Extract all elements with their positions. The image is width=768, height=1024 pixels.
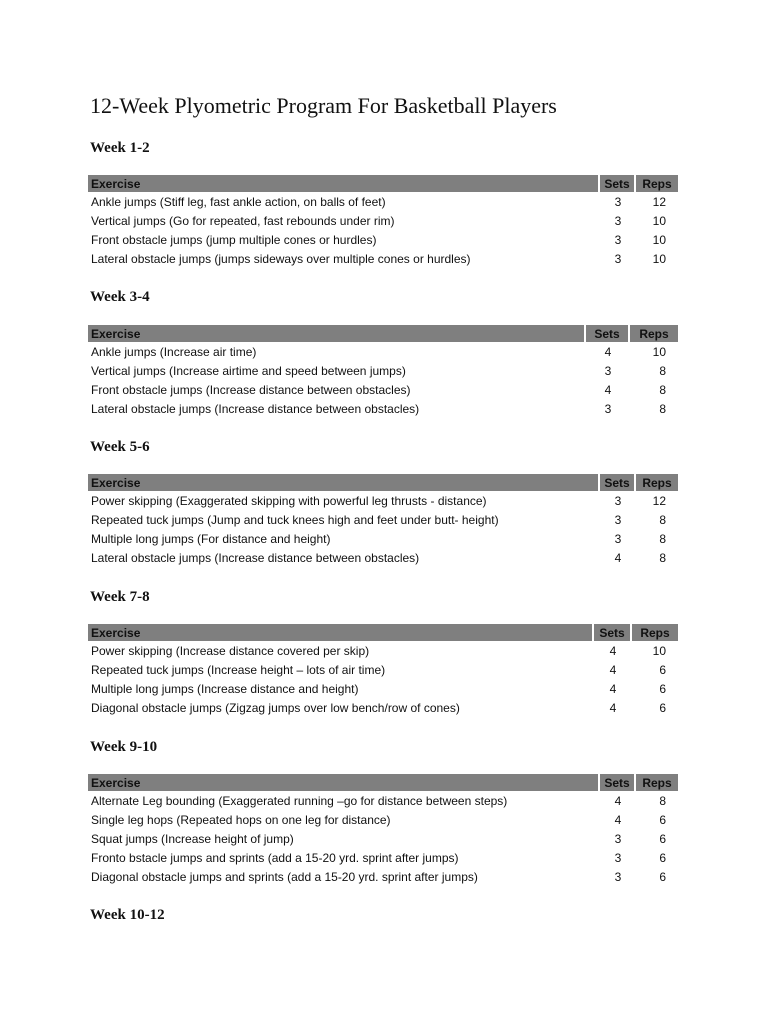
reps-cell: 6 — [659, 850, 666, 865]
table-header-row — [88, 325, 678, 342]
sets-cell: 4 — [614, 812, 622, 827]
reps-cell: 6 — [659, 681, 666, 696]
exercise-cell: Repeated tuck jumps (Jump and tuck knees high and feet under butt- height) — [91, 512, 499, 527]
reps-cell: 10 — [652, 213, 666, 228]
table-row — [88, 529, 678, 548]
exercise-table — [88, 474, 678, 567]
reps-cell: 6 — [659, 831, 666, 846]
exercise-cell: Power skipping (Exaggerated skipping with powerful leg thrusts - distance) — [91, 493, 487, 508]
table-row — [88, 660, 678, 679]
reps-cell: 10 — [652, 643, 666, 658]
reps-column-header: Reps — [636, 774, 678, 791]
reps-cell: 8 — [659, 512, 666, 527]
exercise-table — [88, 774, 678, 886]
table-row — [88, 399, 678, 418]
sets-cell: 3 — [614, 831, 622, 846]
sets-cell: 3 — [614, 850, 622, 865]
exercise-table — [88, 325, 678, 418]
sets-column-header: Sets — [600, 774, 636, 791]
reps-cell: 8 — [659, 363, 666, 378]
reps-column-header: Reps — [630, 325, 678, 342]
table-header-row — [88, 175, 678, 192]
table-row — [88, 548, 678, 567]
reps-cell: 6 — [659, 812, 666, 827]
week-heading: Week 9-10 — [90, 739, 158, 755]
exercise-cell: Squat jumps (Increase height of jump) — [91, 831, 294, 846]
exercise-cell: Vertical jumps (Go for repeated, fast rebounds under rim) — [91, 213, 395, 228]
exercise-column-header: Exercise — [88, 325, 586, 342]
exercise-cell: Power skipping (Increase distance covered per skip) — [91, 643, 370, 658]
exercise-table — [88, 175, 678, 268]
reps-column-header: Reps — [636, 474, 678, 491]
exercise-cell: Ankle jumps (Increase air time) — [91, 344, 257, 359]
exercise-cell: Diagonal obstacle jumps (Zigzag jumps over low bench/row of cones) — [91, 700, 460, 715]
table-header-row — [88, 474, 678, 491]
sets-cell: 4 — [609, 681, 617, 696]
table-row — [88, 380, 678, 399]
reps-cell: 8 — [659, 531, 666, 546]
sets-cell: 4 — [609, 700, 617, 715]
week-heading: Week 1-2 — [90, 140, 150, 156]
reps-cell: 6 — [659, 700, 666, 715]
sets-cell: 4 — [609, 643, 617, 658]
table-row — [88, 249, 678, 268]
reps-cell: 6 — [659, 662, 666, 677]
exercise-cell: Alternate Leg bounding (Exaggerated running –go for distance between steps) — [91, 793, 508, 808]
table-row — [88, 848, 678, 867]
table-row — [88, 641, 678, 660]
exercise-column-header: Exercise — [88, 624, 594, 641]
exercise-column-header: Exercise — [88, 774, 600, 791]
reps-column-header: Reps — [632, 624, 678, 641]
sets-cell: 4 — [609, 662, 617, 677]
exercise-cell: Multiple long jumps (Increase distance and height) — [91, 681, 359, 696]
sets-cell: 4 — [604, 344, 612, 359]
exercise-cell: Diagonal obstacle jumps and sprints (add a 15-20 yrd. sprint after jumps) — [91, 869, 478, 884]
sets-column-header: Sets — [594, 624, 632, 641]
sets-cell: 3 — [604, 363, 612, 378]
sets-cell: 3 — [614, 493, 622, 508]
sets-cell: 3 — [614, 194, 622, 209]
reps-cell: 10 — [652, 251, 666, 266]
table-row — [88, 791, 678, 810]
reps-cell: 8 — [659, 793, 666, 808]
week-heading: Week 7-8 — [90, 589, 150, 605]
table-row — [88, 192, 678, 211]
exercise-cell: Repeated tuck jumps (Increase height – lots of air time) — [91, 662, 386, 677]
reps-cell: 8 — [659, 382, 666, 397]
reps-cell: 12 — [652, 194, 666, 209]
reps-cell: 6 — [659, 869, 666, 884]
reps-column-header: Reps — [636, 175, 678, 192]
week-heading: Week 10-12 — [90, 907, 165, 923]
table-row — [88, 679, 678, 698]
reps-cell: 8 — [659, 550, 666, 565]
exercise-cell: Fronto bstacle jumps and sprints (add a 15-20 yrd. sprint after jumps) — [91, 850, 459, 865]
exercise-cell: Single leg hops (Repeated hops on one leg for distance) — [91, 812, 391, 827]
sets-cell: 3 — [614, 251, 622, 266]
exercise-cell: Front obstacle jumps (Increase distance between obstacles) — [91, 382, 411, 397]
exercise-cell: Vertical jumps (Increase airtime and speed between jumps) — [91, 363, 406, 378]
sets-cell: 3 — [614, 869, 622, 884]
sets-cell: 3 — [614, 213, 622, 228]
table-header-row — [88, 774, 678, 791]
sets-cell: 3 — [614, 531, 622, 546]
table-row — [88, 698, 678, 717]
reps-cell: 10 — [652, 232, 666, 247]
sets-cell: 3 — [614, 512, 622, 527]
exercise-column-header: Exercise — [88, 474, 600, 491]
table-row — [88, 230, 678, 249]
sets-cell: 4 — [604, 382, 612, 397]
exercise-cell: Ankle jumps (Stiff leg, fast ankle action, on balls of feet) — [91, 194, 386, 209]
table-row — [88, 867, 678, 886]
week-heading: Week 3-4 — [90, 289, 150, 305]
sets-cell: 4 — [614, 793, 622, 808]
reps-cell: 12 — [652, 493, 666, 508]
table-row — [88, 342, 678, 361]
table-row — [88, 510, 678, 529]
page-title: 12-Week Plyometric Program For Basketball Players — [90, 93, 557, 118]
sets-cell: 4 — [614, 550, 622, 565]
week-heading: Week 5-6 — [90, 439, 150, 455]
reps-cell: 10 — [652, 344, 666, 359]
exercise-cell: Front obstacle jumps (jump multiple cones or hurdles) — [91, 232, 377, 247]
sets-column-header: Sets — [586, 325, 630, 342]
exercise-table — [88, 624, 678, 717]
sets-column-header: Sets — [600, 474, 636, 491]
exercise-cell: Lateral obstacle jumps (Increase distance between obstacles) — [91, 401, 420, 416]
sets-cell: 3 — [604, 401, 612, 416]
exercise-cell: Multiple long jumps (For distance and height) — [91, 531, 331, 546]
exercise-cell: Lateral obstacle jumps (Increase distance between obstacles) — [91, 550, 420, 565]
table-row — [88, 491, 678, 510]
table-row — [88, 211, 678, 230]
sets-cell: 3 — [614, 232, 622, 247]
table-row — [88, 829, 678, 848]
reps-cell: 8 — [659, 401, 666, 416]
table-row — [88, 361, 678, 380]
exercise-cell: Lateral obstacle jumps (jumps sideways over multiple cones or hurdles) — [91, 251, 471, 266]
table-header-row — [88, 624, 678, 641]
table-row — [88, 810, 678, 829]
sets-column-header: Sets — [600, 175, 636, 192]
exercise-column-header: Exercise — [88, 175, 600, 192]
